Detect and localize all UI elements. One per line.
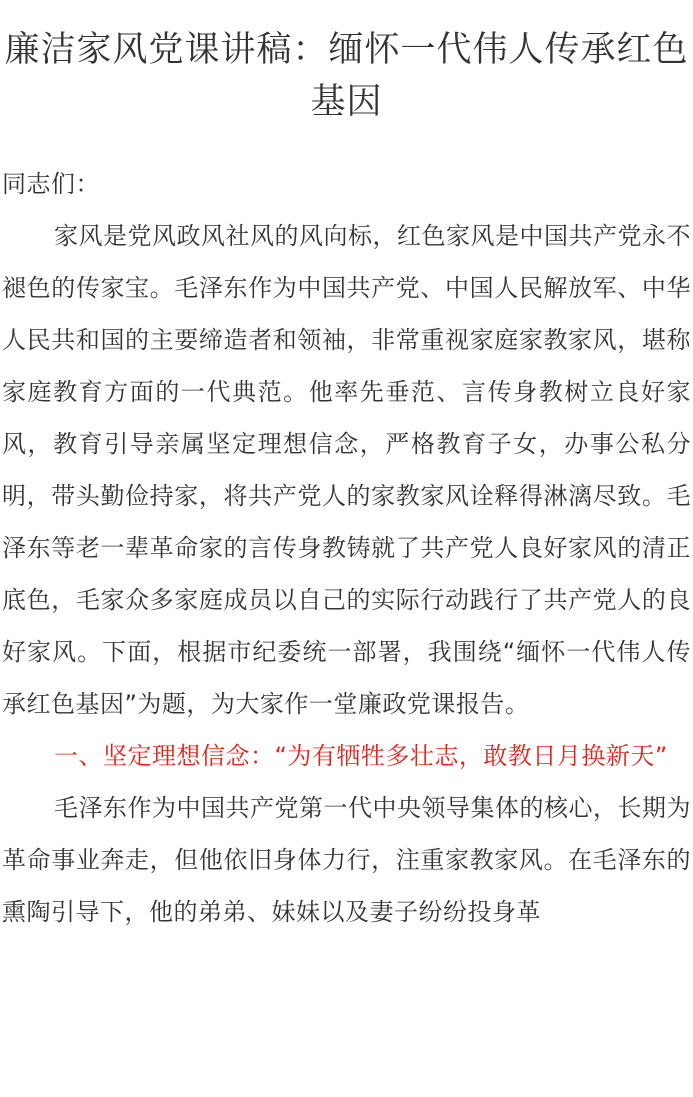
article-title: 廉洁家风党课讲稿：缅怀一代伟人传承红色基因 <box>4 30 689 122</box>
intro-paragraph: 家风是党风政风社风的风向标，红色家风是中国共产党永不褪色的传家宝。毛泽东作为中国共产党、中国人民解放军、中华人民共和国的主要缔造者和领袖，非常重视家庭家教家风，堪称家庭教育方面的一代典范。他率先垂范、言传身教树立良好家风，教育引导亲属坚定理想信念，严格教育子女，办事公私分明，带头勤俭持家，将共产党人的家教家风诠释得淋漓尽致。毛泽东等老一辈革命家的言传身教铸就了共产党人良好家风的清正底色，毛家众多家庭成员以自己的实际行动践行了共产党人的良好家风。下面，根据市纪委统一部署，我围绕“缅怀一代伟人传承红色基因”为题，为大家作一堂廉政党课报告。 <box>2 222 691 718</box>
section-heading: 一、坚定理想信念：“为有牺牲多壮志，敢教日月换新天” <box>54 742 668 770</box>
salutation: 同志们： <box>2 170 100 198</box>
body-paragraph: 毛泽东作为中国共产党第一代中央领导集体的核心，长期为革命事业奔走，但他依旧身体力行，注重家教家风。在毛泽东的熏陶引导下，他的弟弟、妹妹以及妻子纷纷投身革 <box>2 794 691 926</box>
